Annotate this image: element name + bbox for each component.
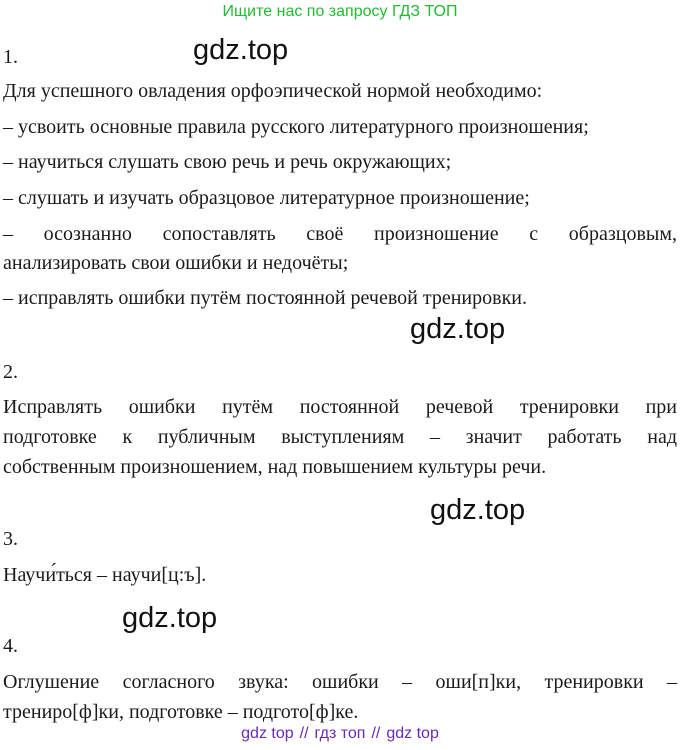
task-number: 3. <box>3 528 18 550</box>
task1-item: – осознанно сопоставлять своё произношение с образцовым, <box>3 223 677 245</box>
footer-link[interactable]: гдз топ <box>314 725 366 742</box>
task1-intro: Для успешного овладения орфоэпической нормой необходимо: <box>3 80 543 102</box>
task-number: 4. <box>3 635 18 657</box>
task3-text: Научи́ться – научи[ц:ъ]. <box>3 564 207 586</box>
footer-link[interactable]: gdz top <box>386 725 439 742</box>
watermark-logo: gdz.top <box>193 34 289 66</box>
watermark-logo: gdz.top <box>122 602 218 634</box>
footer-link[interactable]: gdz top <box>241 725 294 742</box>
task1-item: – слушать и изучать образцовое литературное произношение; <box>3 187 530 209</box>
footer-separator: // <box>299 725 309 742</box>
task1-item: – научиться слушать свою речь и речь окружающих; <box>3 151 452 173</box>
task2-line: подготовке к публичным выступлениям – значит работать над <box>3 426 677 448</box>
task-number: 2. <box>3 361 18 383</box>
task-number: 1. <box>3 46 18 68</box>
footer-separator: // <box>371 725 381 742</box>
footer-links <box>0 725 680 743</box>
task1-item-continuation: анализировать свои ошибки и недочёты; <box>3 252 349 274</box>
watermark-logo: gdz.top <box>430 494 526 526</box>
search-hint-link[interactable]: Ищите нас по запросу ГДЗ ТОП <box>222 3 458 20</box>
task4-line: трениро[ф]ки, подготовке – подгото[ф]ке. <box>3 701 359 723</box>
task1-item: – исправлять ошибки путём постоянной речевой тренировки. <box>3 287 527 309</box>
watermark-logo: gdz.top <box>410 313 506 345</box>
task2-line: Исправлять ошибки путём постоянной речевой тренировки при <box>3 396 677 418</box>
task4-line: Оглушение согласного звука: ошибки – оши[п]ки, тренировки – <box>3 671 677 693</box>
task2-line: собственным произношением, над повышением культуры речи. <box>3 456 547 478</box>
task1-item: – усвоить основные правила русского литературного произношения; <box>3 116 589 138</box>
